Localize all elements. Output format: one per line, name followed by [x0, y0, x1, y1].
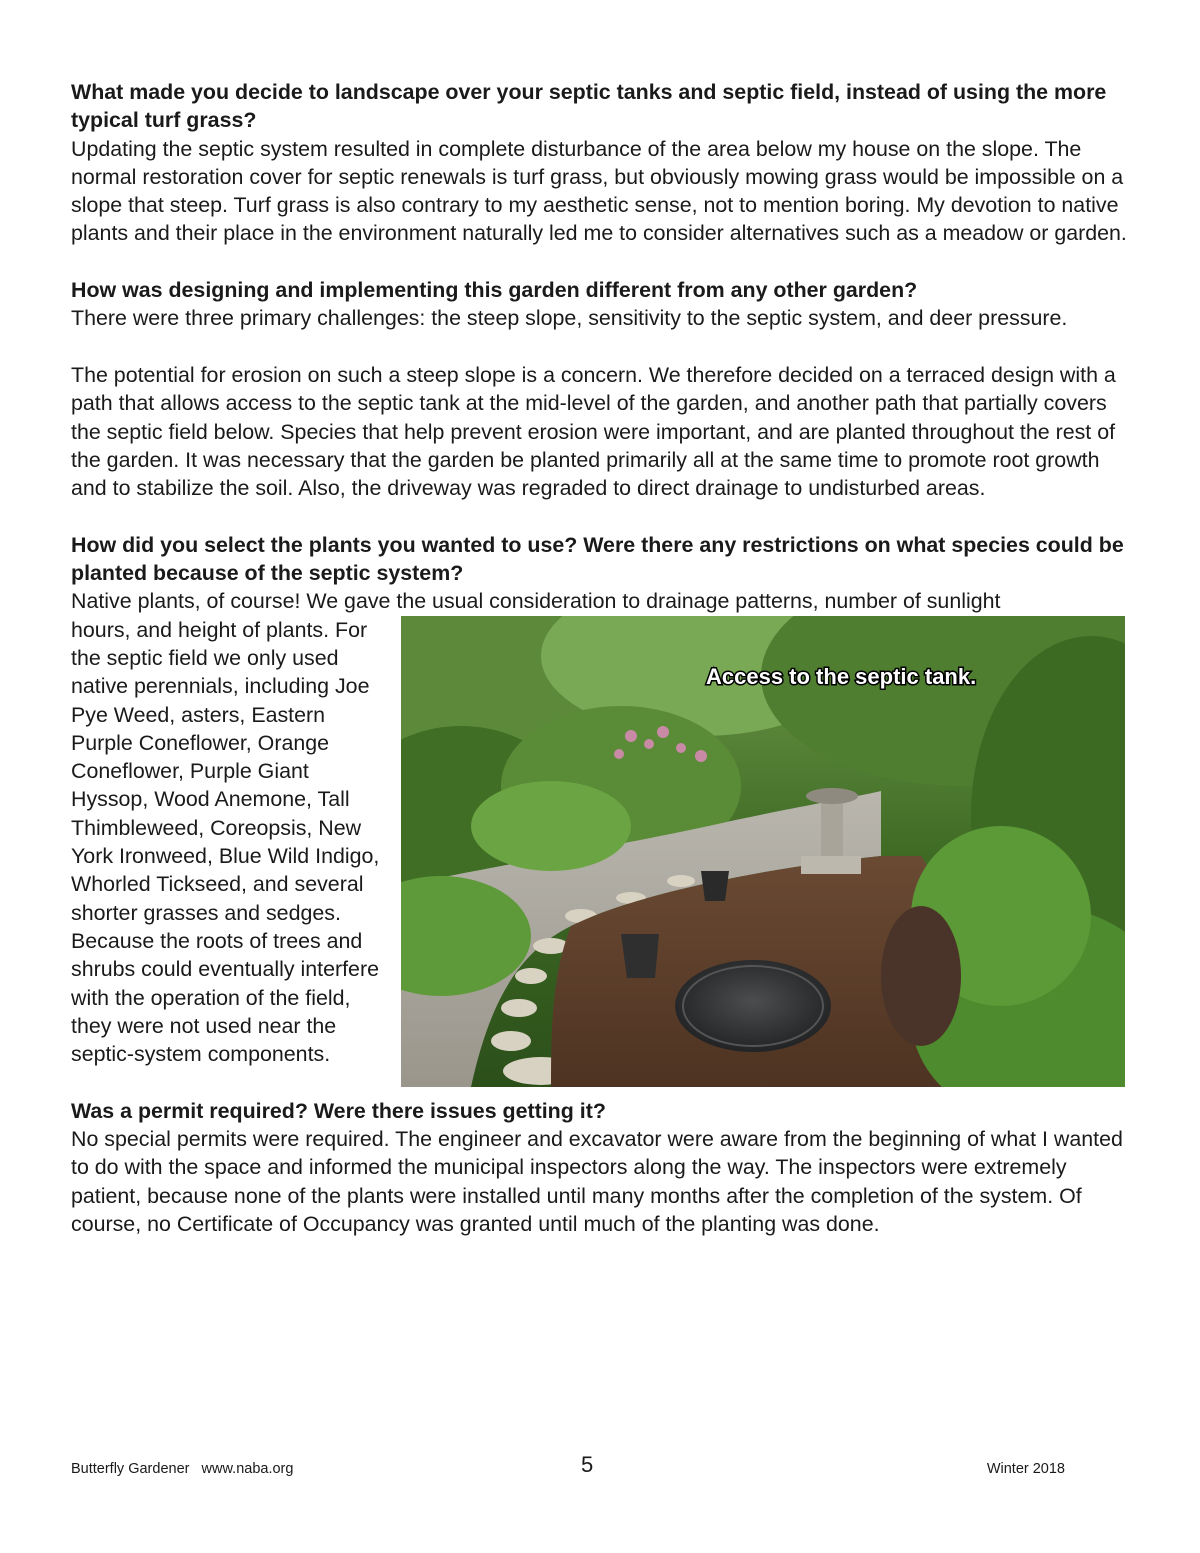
footer-publication: Butterfly Gardener www.naba.org [71, 1461, 294, 1477]
footer-issue: Winter 2018 [986, 1461, 1065, 1477]
question-septic-landscape: What made you decide to landscape over your septic tanks and septic field, instead of using the more typical turf grass? [71, 80, 1107, 133]
question-plant-selection: How did you select the plants you wanted to use? Were there any restrictions on what species could be planted because of the septic system? [71, 532, 1124, 586]
answer-septic-landscape: Updating the septic system resulted in complete disturbance of the area below my house on the slope. The normal restoration cover for septic renewals is turf grass, but obviously mowing grass would be impossible on a slope that steep. Turf grass is also contrary to my aesthetic sense, not to mention boring. My devotion to native plants and their place in the environment naturally led me to consider alternatives such as a meadow or garden. [71, 136, 1127, 246]
answer-erosion: The potential for erosion on such a steep slope is a concern. We therefore decided on a terraced design with a path that allows access to the septic tank at the mid-level of the garden, and another path that partially covers the septic field below. Species that help prevent erosion were important, and are planted throughout the rest of the garden. It was necessary that the garden be planted primarily all at the same time to promote root growth and to stabilize the soil. Also, the driveway was regraded to direct drainage to undisturbed areas. [71, 362, 1116, 501]
question-garden-difference: How was designing and implementing this garden different from any other garden? [71, 278, 918, 303]
answer-permit: No special permits were required. The engineer and excavator were aware from the beginning of what I wanted to do with the space and informed the municipal inspectors along the way. The inspectors were extremely patient, because none of the plants were installed until many months after the completion of the system. Of course, no Certificate of Occupancy was granted until much of the planting was done. [71, 1126, 1123, 1236]
answer-plants-line1: Native plants, of course! We gave the usual consideration to drainage patterns, number of sunlight [71, 589, 1001, 614]
page-footer [71, 1452, 1065, 1482]
question-permit: Was a permit required? Were there issues getting it? [71, 1098, 606, 1123]
answer-challenges: There were three primary challenges: the steep slope, sensitivity to the septic system, and deer pressure. [71, 306, 1068, 331]
garden-photo [401, 616, 1125, 1087]
answer-plants-list: hours, and height of plants. For the septic field we only used native perennials, including Joe Pye Weed, asters, Eastern Purple Coneflower, Orange Coneflower, Purple Giant Hyssop, Wood Anemone, Tall Thimbleweed, Coreopsis, New York Ironweed, Blue Wild Indigo, Whorled Tickseed, and several shorter grasses and sedges. Because the roots of trees and shrubs could eventually interfere with the operation of the field, they were not used near the septic-system components. [71, 617, 380, 1067]
footer-page-number: 5 [581, 1452, 594, 1477]
photo-caption: Access to the septic tank. [706, 663, 977, 689]
article-body [71, 78, 1133, 1238]
garden-photo-image [401, 616, 1125, 1087]
photo-and-plant-list [71, 616, 1133, 1069]
